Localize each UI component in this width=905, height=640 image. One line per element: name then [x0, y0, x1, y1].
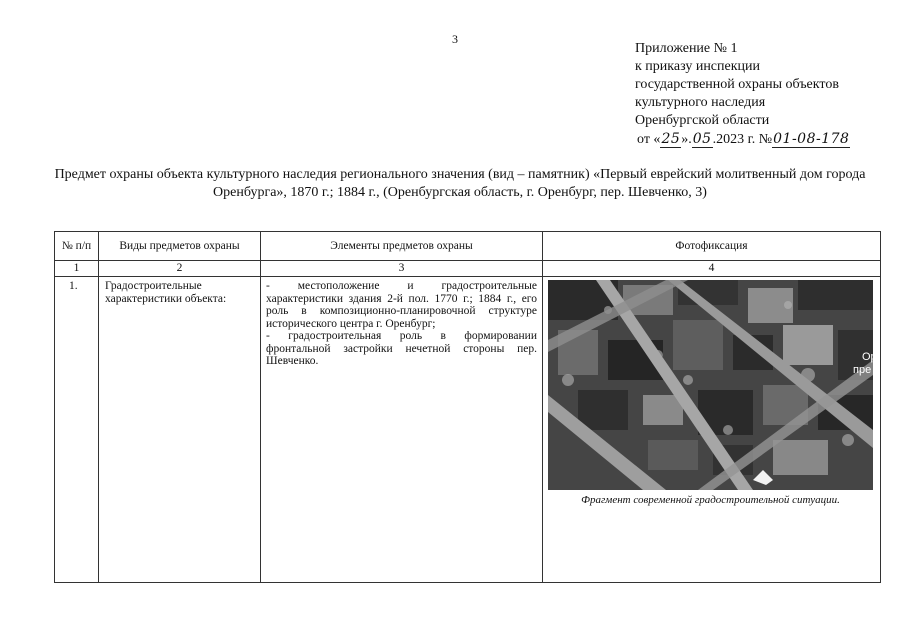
date-separator: ».: [681, 132, 692, 147]
appendix-line: государственной охраны объектов: [635, 77, 839, 92]
header-cell-elements: Элементы предметов охраны: [261, 232, 543, 261]
row-number: 1.: [55, 277, 99, 583]
aerial-photo: [548, 280, 877, 490]
column-number: 4: [543, 261, 881, 277]
protection-type: Градостроительные характеристики объекта:: [99, 277, 261, 583]
column-number-row: [55, 261, 881, 277]
header-cell-photo: Фотофиксация: [543, 232, 881, 261]
handwritten-day: 25: [661, 131, 681, 147]
appendix-line: Оренбургской области: [635, 113, 770, 128]
column-number: 3: [261, 261, 543, 277]
map-label: Ор: [862, 351, 877, 363]
element-item: - градостроительная роль в формировании фронтальной застройки нечетной стороны пер. Шевченко.: [266, 330, 537, 367]
appendix-line: Приложение № 1: [635, 41, 738, 56]
handwritten-order-number: 01-08-178: [773, 131, 850, 147]
protection-table: [54, 231, 881, 583]
photo-wrapper: [543, 277, 880, 506]
appendix-line: культурного наследия: [635, 95, 766, 110]
column-number: 1: [55, 261, 99, 277]
order-date-line: [637, 130, 850, 149]
table-header-row: [55, 232, 881, 261]
page-number: 3: [452, 32, 458, 46]
protection-elements: [261, 277, 543, 583]
photo-cell: [543, 277, 881, 583]
photo-caption: Фрагмент современной градостроительной ситуации.: [581, 494, 840, 506]
map-label: пре: [853, 364, 872, 376]
appendix-block: [635, 40, 850, 149]
document-title: Предмет охраны объекта культурного наследия регионального значения (вид – памятник) «Первый еврейский молитвенный дом города Оренбурга», 1870 г.; 1884 г., (Оренбургская область, г. Оренбург, пер. Шевченко, 3): [54, 167, 866, 200]
appendix-line: к приказу инспекции: [635, 59, 761, 74]
date-prefix: от «: [637, 132, 661, 147]
table-row: [55, 277, 881, 583]
column-number: 2: [99, 261, 261, 277]
header-cell-type: Виды предметов охраны: [99, 232, 261, 261]
header-cell-number: № п/п: [55, 232, 99, 261]
handwritten-month: 05: [692, 131, 712, 147]
date-year: .2023 г. №: [712, 132, 773, 147]
element-item: - местоположение и градостроительные характеристики здания 2-й пол. 1770 г.; 1884 г., его роль в композиционно-планировочной структуре исторического центра г. Оренбург;: [266, 280, 537, 330]
